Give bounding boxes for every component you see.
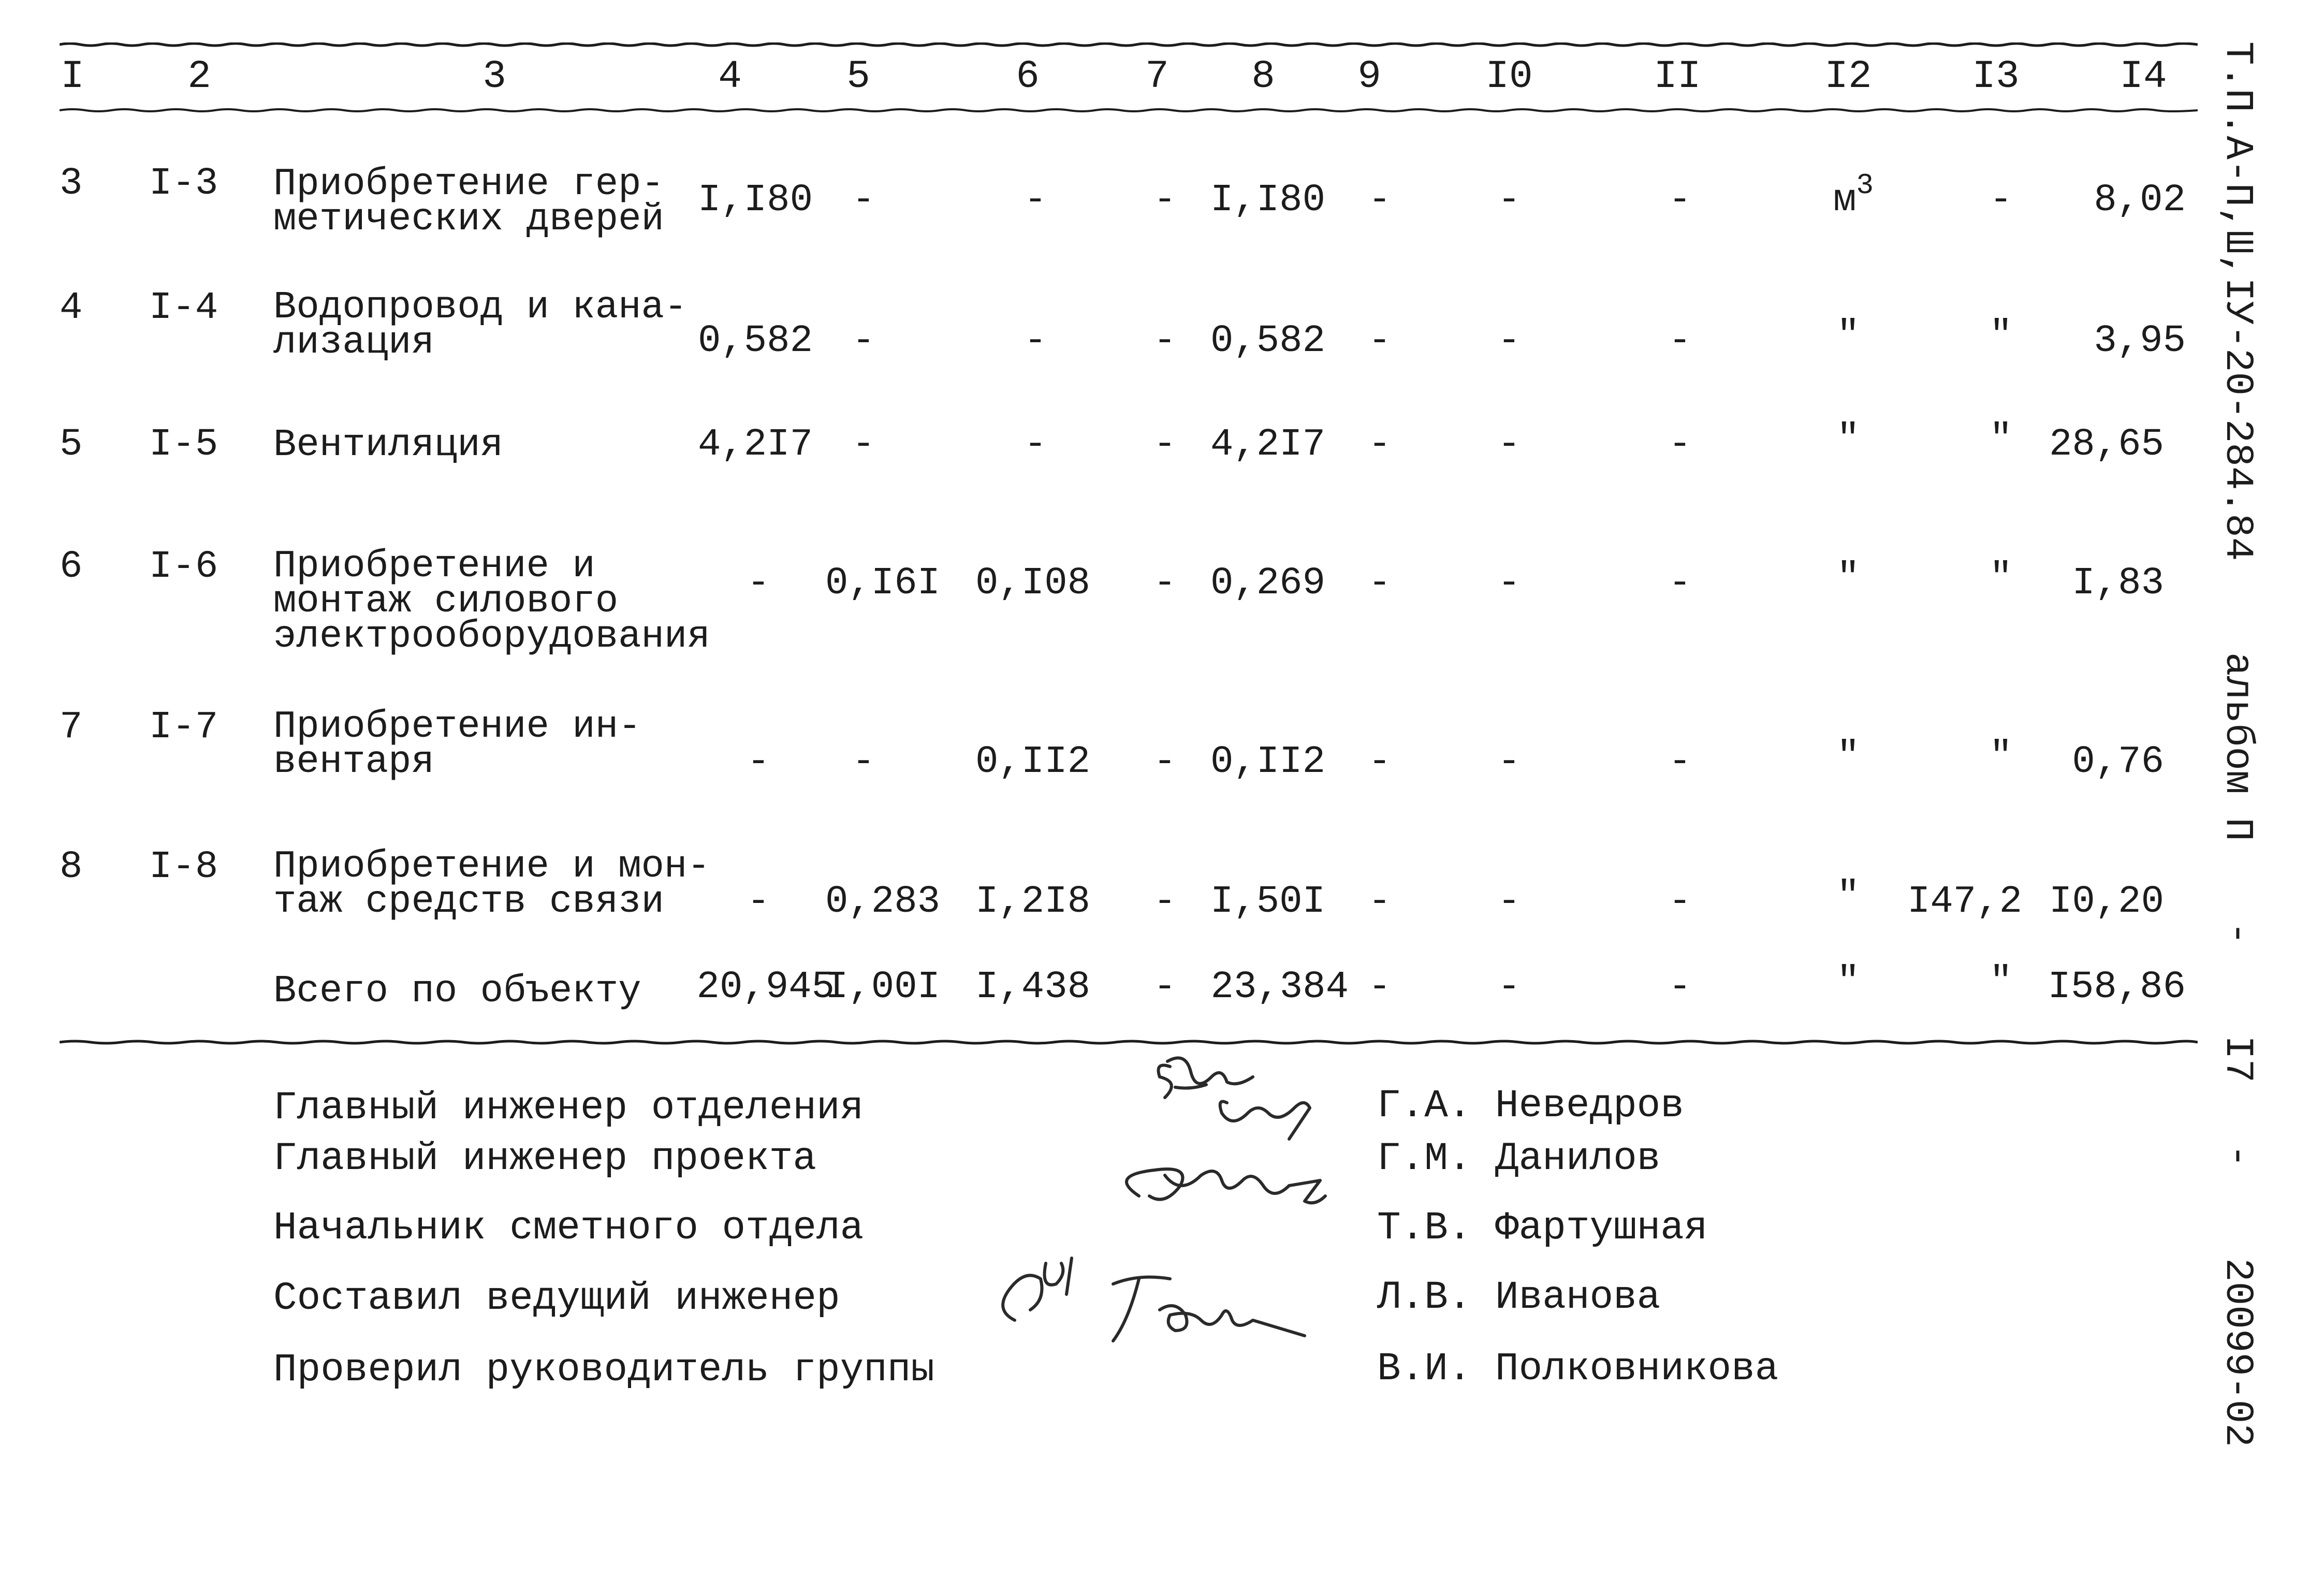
- signoff-name: В.И. Полковникова: [1377, 1347, 1779, 1391]
- signature-4: [1003, 1258, 1072, 1320]
- row-code: I-6: [149, 545, 218, 589]
- cell-col14: 28,65: [2049, 423, 2164, 466]
- column-header-10: I0: [1485, 54, 1533, 99]
- description-line: Приобретение гер-: [273, 163, 664, 206]
- cell-col13: -: [1989, 179, 2013, 222]
- cell-col8: I,I80: [1210, 179, 1325, 222]
- cell-col14: 3,95: [2094, 319, 2186, 363]
- cell-col6: 0,I08: [975, 562, 1091, 605]
- description-line: электрооборудования: [273, 615, 710, 659]
- cell-col11: -: [1668, 319, 1692, 363]
- description-line: Вентиляция: [273, 424, 504, 467]
- sidebar-album: альбом П: [2215, 652, 2260, 841]
- row-number: 7: [60, 706, 83, 749]
- sidebar-dash: -: [2215, 922, 2260, 945]
- column-header-14: I4: [2120, 54, 2167, 99]
- cell-col13: ": [1989, 557, 2013, 600]
- signature-5: [1113, 1277, 1305, 1341]
- cell-col6: -: [1024, 319, 1047, 363]
- cell-col11: -: [1668, 562, 1692, 605]
- signature-1: [1159, 1058, 1253, 1098]
- cell-col13: ": [1989, 735, 2013, 779]
- total-col6: I,438: [975, 966, 1091, 1009]
- column-header-9: 9: [1357, 54, 1381, 99]
- cell-col5: 0,I6I: [825, 562, 941, 605]
- cell-col12: ": [1836, 875, 1860, 918]
- description-line: вентаря: [273, 740, 434, 784]
- cell-col11: -: [1668, 423, 1692, 466]
- description-line: Приобретение и мон-: [273, 845, 710, 888]
- column-header-5: 5: [846, 54, 870, 99]
- row-description: [273, 286, 688, 364]
- handwritten-signatures: [984, 1041, 1398, 1393]
- total-col7: -: [1153, 966, 1177, 1009]
- cell-col14: I,83: [2072, 562, 2164, 605]
- cell-col5: 0,283: [825, 880, 941, 924]
- cell-col5: -: [852, 319, 875, 363]
- column-header-11: II: [1654, 54, 1701, 99]
- column-header-8: 8: [1251, 54, 1275, 99]
- total-col5: I,00I: [825, 966, 941, 1009]
- total-col14: I58,86: [2048, 966, 2186, 1009]
- cell-col12: ": [1836, 557, 1860, 600]
- cell-col9: -: [1368, 179, 1392, 222]
- total-col10: -: [1497, 966, 1521, 1009]
- cell-col7: -: [1153, 740, 1177, 784]
- cell-col5: -: [852, 740, 875, 784]
- cell-col7: -: [1153, 179, 1177, 222]
- total-col11: -: [1668, 966, 1692, 1009]
- cell-col7: -: [1153, 319, 1177, 363]
- row-code: I-4: [149, 286, 218, 330]
- cell-col14: 0,76: [2072, 740, 2164, 784]
- cell-col9: -: [1368, 880, 1392, 924]
- row-description: [273, 845, 710, 924]
- row-number: 8: [60, 845, 83, 889]
- cell-col7: -: [1153, 423, 1177, 466]
- cell-col12: [1833, 169, 1874, 222]
- signoff-role: Проверил руководитель группы: [273, 1348, 935, 1392]
- cell-col4: 4,2I7: [697, 423, 813, 466]
- cell-col11: -: [1668, 740, 1692, 784]
- description-line: Водопровод и кана-: [273, 286, 688, 329]
- header-rule: [60, 108, 2198, 114]
- cell-col14: 8,02: [2094, 179, 2186, 222]
- unit-superscript: 3: [1856, 169, 1874, 202]
- row-number: 5: [60, 423, 83, 466]
- cell-col11: -: [1668, 880, 1692, 924]
- sidebar-doc-code: Т.П.А-П,Ш,IУ-20-284.84: [2215, 41, 2260, 561]
- row-number: 6: [60, 545, 83, 589]
- cell-col4: -: [747, 562, 770, 605]
- signoff-role: Главный инженер проекта: [273, 1136, 816, 1181]
- signature-2: [1220, 1102, 1310, 1140]
- cell-col8: 4,2I7: [1210, 423, 1325, 466]
- signoff-role: Главный инженер отделения: [273, 1086, 864, 1130]
- row-description: [273, 424, 504, 467]
- signoff-name: Г.А. Неведров: [1377, 1084, 1684, 1128]
- total-label: Всего по объекту: [273, 970, 641, 1013]
- cell-col12: ": [1836, 314, 1860, 358]
- column-header-1: I: [61, 54, 84, 99]
- cell-col8: I,50I: [1210, 880, 1325, 924]
- column-header-7: 7: [1145, 54, 1169, 99]
- description-line: Приобретение ин-: [273, 705, 641, 749]
- column-header-6: 6: [1016, 54, 1040, 99]
- total-col8: 23,384: [1210, 966, 1349, 1009]
- cell-col9: -: [1368, 423, 1392, 466]
- cell-col4: 0,582: [697, 319, 813, 363]
- cell-col10: -: [1497, 179, 1521, 222]
- cell-col8: 0,582: [1210, 319, 1325, 363]
- cell-col9: -: [1368, 319, 1392, 363]
- column-header-12: I2: [1824, 54, 1872, 99]
- cell-col13: ": [1989, 418, 2013, 461]
- cell-col12: ": [1836, 418, 1860, 461]
- column-header-3: 3: [483, 54, 506, 99]
- total-col13: ": [1989, 960, 2013, 1004]
- description-line: лизация: [273, 321, 434, 364]
- total-col4: 20,945: [696, 966, 835, 1009]
- cell-col10: -: [1497, 880, 1521, 924]
- cell-col4: I,I80: [697, 179, 813, 222]
- cell-col6: -: [1024, 179, 1047, 222]
- cell-col6: I,2I8: [975, 880, 1091, 924]
- column-header-13: I3: [1972, 54, 2020, 99]
- sidebar-page-number: I7: [2215, 1035, 2260, 1083]
- cell-col11: -: [1668, 179, 1692, 222]
- row-description: [273, 705, 641, 784]
- row-code: I-8: [149, 845, 218, 889]
- cell-col10: -: [1497, 319, 1521, 363]
- row-description: [273, 163, 664, 241]
- cell-col10: -: [1497, 562, 1521, 605]
- row-code: I-5: [149, 423, 218, 466]
- cell-col6: 0,II2: [975, 740, 1091, 784]
- signoff-role: Составил ведущий инженер: [273, 1276, 840, 1321]
- column-header-2: 2: [187, 54, 211, 99]
- cell-col7: -: [1153, 562, 1177, 605]
- row-number: 3: [60, 162, 83, 206]
- total-col9: -: [1368, 966, 1392, 1009]
- description-line: монтаж силового: [273, 580, 619, 623]
- cell-col7: -: [1153, 880, 1177, 924]
- description-line: таж средств связи: [273, 880, 664, 924]
- signature-3: [1127, 1169, 1325, 1203]
- description-line: Приобретение и: [273, 545, 595, 588]
- cell-col5: -: [852, 423, 875, 466]
- signoff-name: Г.М. Данилов: [1377, 1136, 1661, 1181]
- signoff-role: Начальник сметного отдела: [273, 1206, 864, 1250]
- row-code: I-7: [149, 706, 218, 749]
- cell-col8: 0,II2: [1210, 740, 1325, 784]
- total-col12: ": [1836, 960, 1860, 1004]
- cell-col13: I47,2: [1907, 880, 2023, 924]
- signoff-name: Л.В. Иванова: [1377, 1275, 1661, 1320]
- cell-col12: ": [1836, 735, 1860, 779]
- cell-col6: -: [1024, 423, 1047, 466]
- cell-col9: -: [1368, 562, 1392, 605]
- cell-col9: -: [1368, 740, 1392, 784]
- cell-col10: -: [1497, 740, 1521, 784]
- row-description: [273, 545, 710, 659]
- signoff-name: Т.В. Фартушная: [1377, 1206, 1708, 1250]
- unit-text: м: [1833, 179, 1857, 222]
- cell-col4: -: [747, 740, 770, 784]
- cell-col4: -: [747, 880, 770, 924]
- top-rule: [60, 42, 2198, 49]
- sidebar-dash: -: [2215, 1144, 2260, 1168]
- description-line: метических дверей: [273, 198, 664, 241]
- cell-col8: 0,269: [1210, 562, 1325, 605]
- cell-col10: -: [1497, 423, 1521, 466]
- cell-col5: -: [852, 179, 875, 222]
- sidebar-inventory-number: 20099-02: [2215, 1258, 2260, 1447]
- row-code: I-3: [149, 162, 218, 206]
- row-number: 4: [60, 286, 83, 330]
- vertical-sidebar: [2185, 41, 2278, 1591]
- column-header-4: 4: [718, 54, 742, 99]
- cell-col13: ": [1989, 314, 2013, 358]
- cell-col14: I0,20: [2049, 880, 2164, 924]
